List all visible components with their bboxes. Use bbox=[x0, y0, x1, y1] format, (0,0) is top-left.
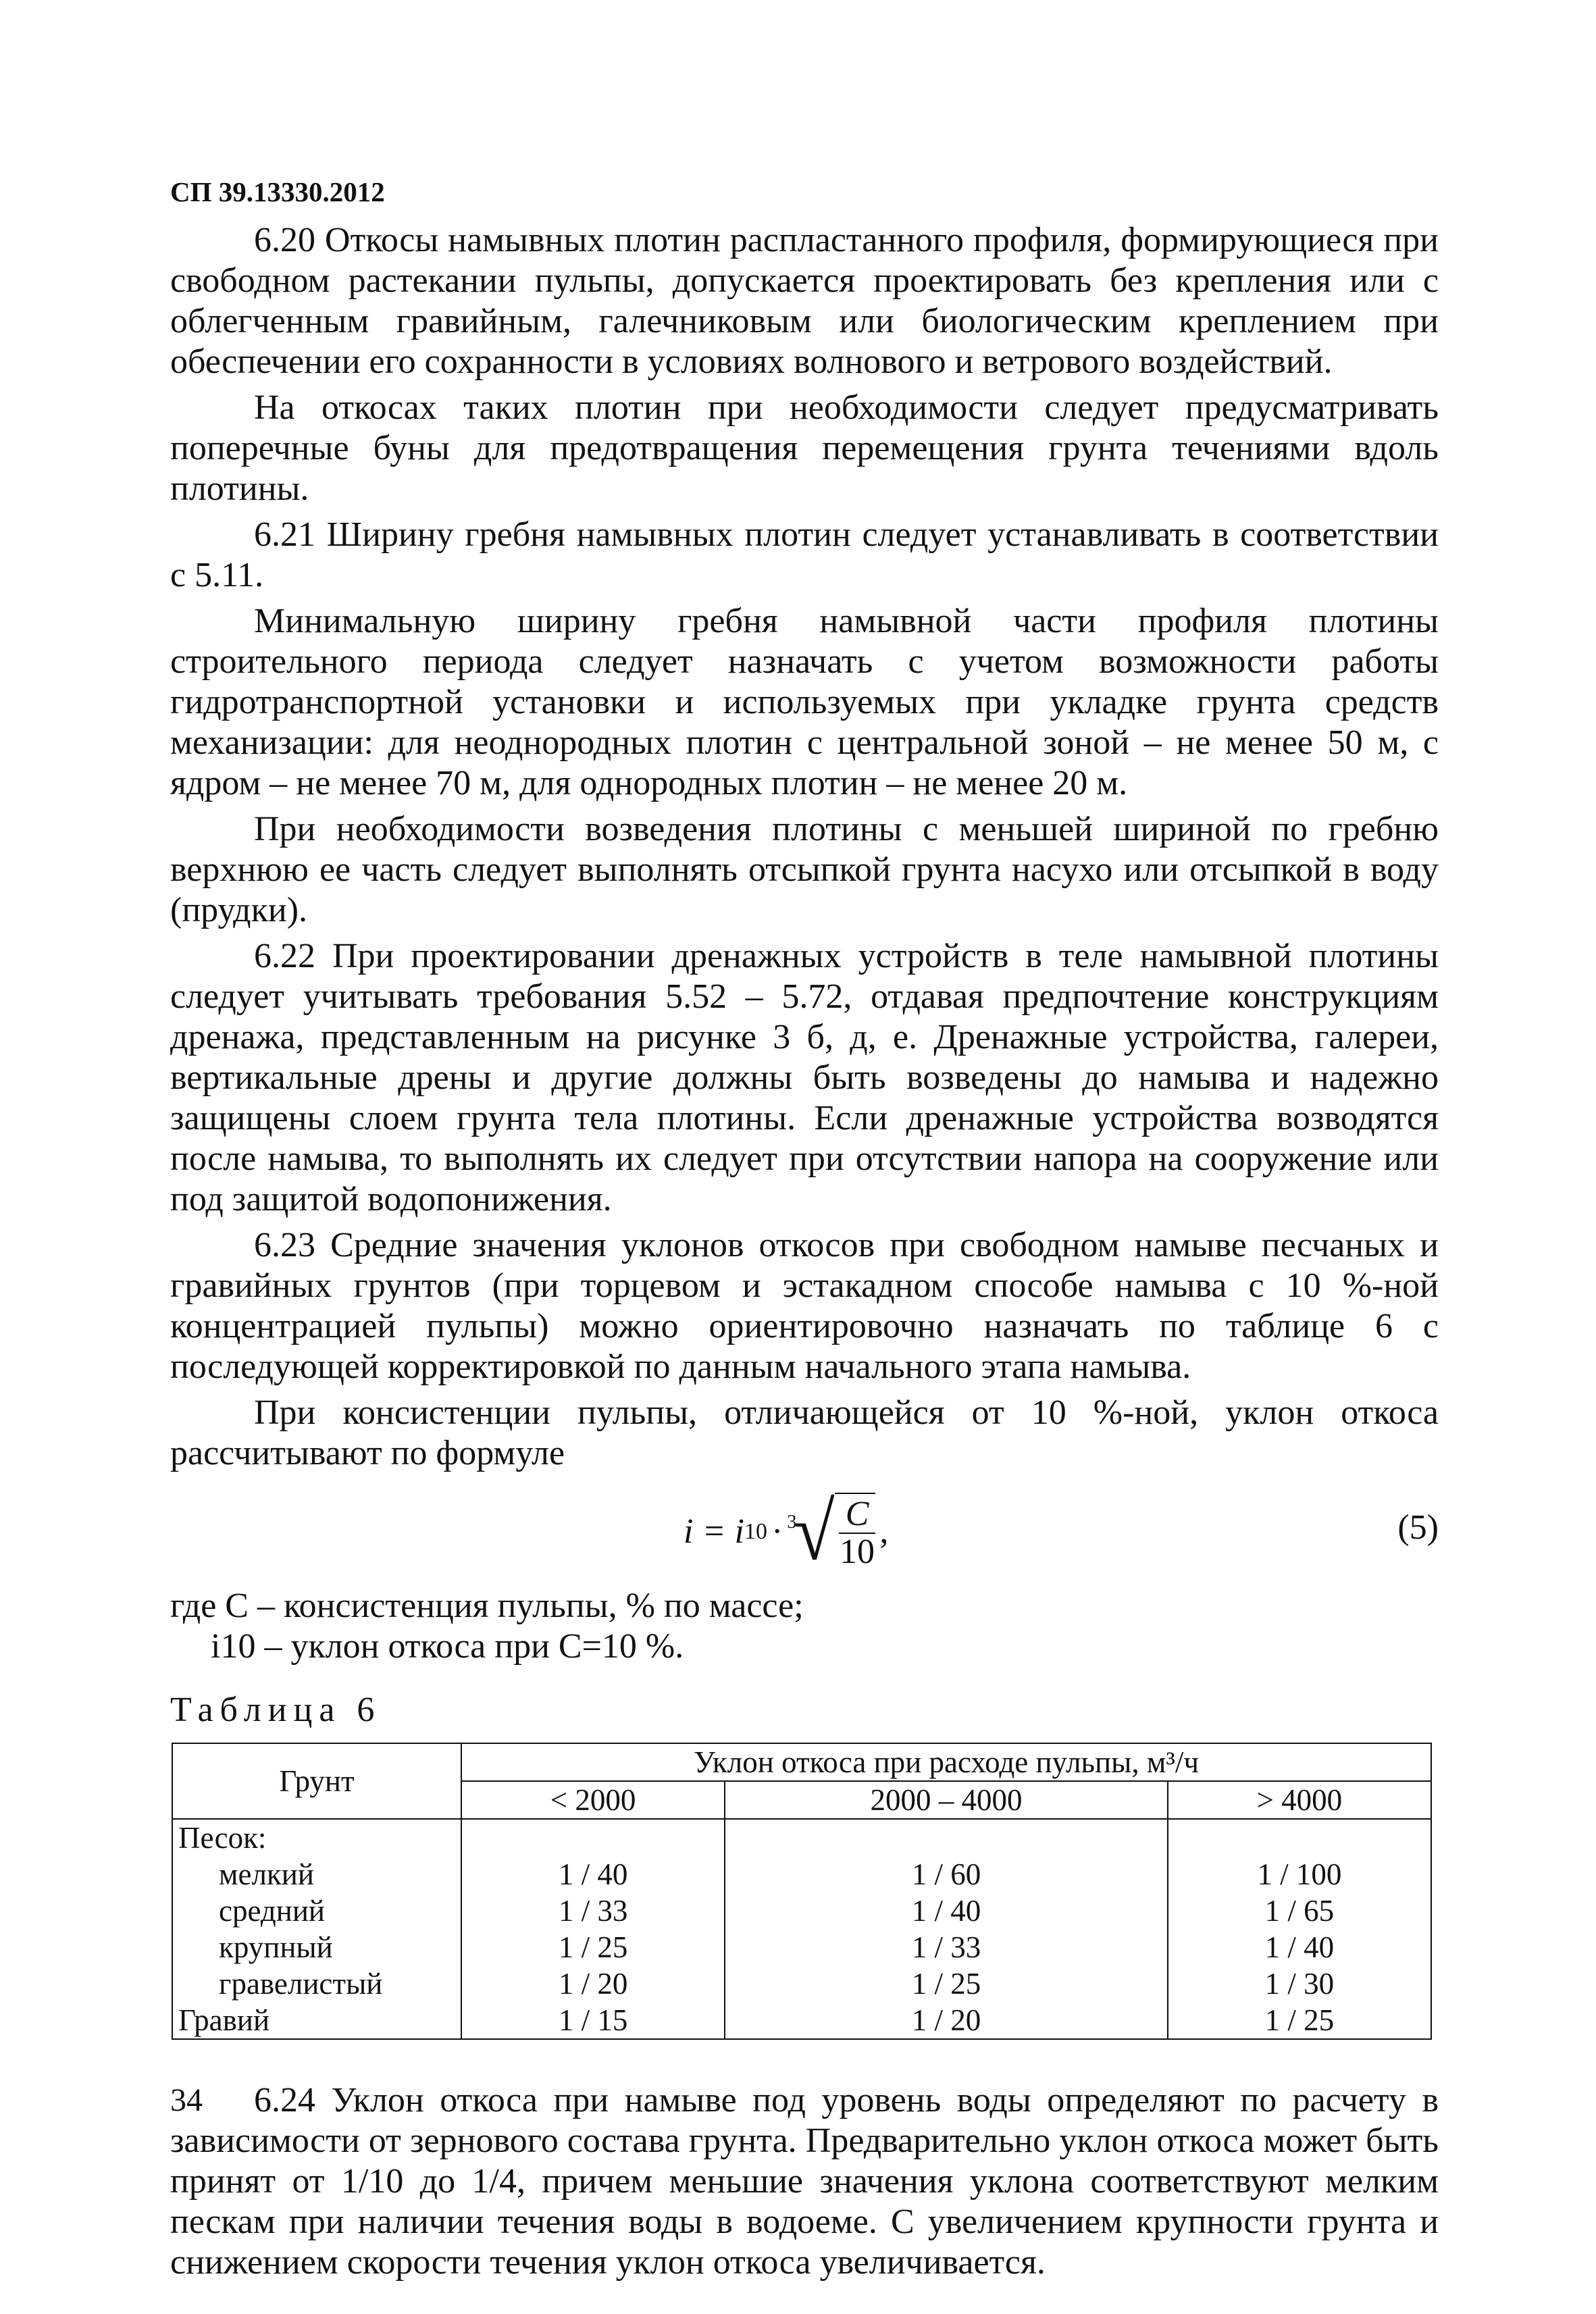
formula-lhs: i = i bbox=[684, 1512, 744, 1551]
formula-5 bbox=[170, 1481, 1439, 1582]
table-cell: 1 / 40 bbox=[558, 1857, 628, 1891]
table-cell: 1 / 100 bbox=[1257, 1857, 1342, 1891]
paragraph-buny: На откосах таких плотин при необходимости следует предусматривать поперечные буны для предотвращения перемещения грунта течениями вдоль плотины. bbox=[170, 388, 1439, 508]
header-ground: Грунт bbox=[172, 1743, 461, 1819]
paragraph-min-width: Минимальную ширину гребня намывной части профиля плотины строительного периода следует назначать с учетом возможности работы гидротранспортной установки и используемых при укладке грунта средств механизации: для неоднородных плотин с центральной зоной – не менее 50 м, с ядром – не менее 70 м, для однородных плотин – не менее 20 м. bbox=[170, 602, 1439, 802]
table-cell: 1 / 25 bbox=[911, 1967, 981, 2001]
table-cell: 1 / 20 bbox=[911, 2003, 981, 2037]
cube-root bbox=[787, 1486, 875, 1577]
table-cell: 1 / 33 bbox=[558, 1894, 628, 1928]
radical-body bbox=[835, 1493, 876, 1570]
paragraph-6-24: 6.24 Уклон откоса при намыве под уровень воды определяют по расчету в зависимости от зернового состава грунта. Предварительно уклон откоса может быть принят от 1/10 до 1/4, причем меньшие значения уклона соответствуют мелким пескам при наличии течения воды в водоеме. С увеличением крупности грунта и снижением скорости течения уклон откоса увеличивается. bbox=[170, 2081, 1439, 2282]
paragraph-narrow-crest: При необходимости возведения плотины с меньшей шириной по гребню верхнюю ее часть следует выполнять отсыпкой грунта насухо или отсыпкой в воду (прудки). bbox=[170, 810, 1439, 929]
table-body-row bbox=[172, 1819, 1431, 2039]
table-cell: 1 / 60 bbox=[911, 1857, 981, 1891]
where-line-i10: i10 – уклон откоса при C=10 %. bbox=[211, 1627, 684, 1666]
table-cell: 1 / 25 bbox=[1264, 2003, 1335, 2037]
fraction-denominator: 10 bbox=[840, 1533, 875, 1571]
document-code-header: СП 39.13330.2012 bbox=[170, 176, 385, 207]
row-name: Гравий bbox=[178, 2003, 270, 2037]
paragraph-6-20: 6.20 Откосы намывных плотин распластанного профиля, формирующиеся при свободном растекании пульпы, допускается проектировать без крепления или с облегченным гравийным, галечниковым или биологическим креплением при обеспечении его сохранности в условиях волнового и ветрового воздействий. bbox=[170, 221, 1439, 381]
header-col-2: 2000 – 4000 bbox=[725, 1781, 1168, 1819]
header-col-1: < 2000 bbox=[461, 1781, 725, 1819]
fraction bbox=[839, 1496, 876, 1570]
formula-number: (5) bbox=[1397, 1508, 1439, 1547]
paragraph-consistency: При консистенции пульпы, отличающейся от 10 %-ной, уклон откоса рассчитывают по формуле bbox=[170, 1393, 1439, 1472]
table-cell: 1 / 40 bbox=[911, 1894, 981, 1928]
row-name: крупный bbox=[219, 1930, 333, 1964]
formula-lhs-subscript: 10 bbox=[744, 1518, 767, 1544]
document-page bbox=[170, 149, 1439, 2288]
fraction-numerator: C bbox=[839, 1496, 876, 1534]
group-label-sand: Песок: bbox=[178, 1821, 267, 1855]
slope-table bbox=[172, 1743, 1432, 2040]
where-line-c: где C – консистенция пульпы, % по массе; bbox=[170, 1587, 804, 1625]
formula-dot: · bbox=[771, 1512, 783, 1551]
values-col-2 bbox=[725, 1819, 1168, 2039]
page-number: 34 bbox=[170, 2082, 203, 2118]
table-cell: 1 / 20 bbox=[558, 1967, 628, 2001]
values-col-3 bbox=[1168, 1819, 1431, 2039]
table-cell: 1 / 40 bbox=[1264, 1930, 1335, 1964]
ground-names-cell bbox=[172, 1819, 461, 2039]
paragraph-6-22: 6.22 При проектировании дренажных устройств в теле намывной плотины следует учитывать требования 5.52 – 5.72, отдавая предпочтение конструкциям дренажа, представленным на рисунке 3 б, д, е. Дренажные устройства, галереи, вертикальные дрены и другие должны быть возведены до намыва и надежно защищены слоем грунта тела плотины. Если дренажные устройства возводятся после намыва, то выполнять их следует при отсутствии напора на сооружение или под защитой водопонижения. bbox=[170, 937, 1439, 1218]
values-col-1 bbox=[461, 1819, 725, 2039]
row-name: средний bbox=[219, 1894, 325, 1928]
row-name: мелкий bbox=[219, 1857, 314, 1891]
paragraph-6-21: 6.21 Ширину гребня намывных плотин следует устанавливать в соответствии с 5.11. bbox=[170, 515, 1439, 594]
table-header-row bbox=[172, 1743, 1431, 1781]
row-name: гравелистый bbox=[219, 1967, 383, 2001]
paragraph-6-23: 6.23 Средние значения уклонов откосов при свободном намыве песчаных и гравийных грунтов (при торцевом и эстакадном способе намыва с 10 %-ной концентрацией пульпы) можно ориентировочно назначать по таблице 6 с последующей корректировкой по данным начального этапа намыва. bbox=[170, 1226, 1439, 1386]
formula-expression bbox=[684, 1486, 889, 1577]
table-cell: 1 / 65 bbox=[1264, 1894, 1335, 1928]
table-title: Таблица 6 bbox=[170, 1691, 382, 1729]
header-group: Уклон откоса при расходе пульпы, м³/ч bbox=[461, 1743, 1431, 1781]
table-cell: 1 / 25 bbox=[558, 1930, 628, 1964]
radical-sign-icon: √ bbox=[794, 1486, 835, 1577]
header-col-3: > 4000 bbox=[1168, 1781, 1431, 1819]
root-index: 3 bbox=[787, 1511, 797, 1533]
formula-comma: , bbox=[879, 1512, 889, 1551]
table-cell: 1 / 15 bbox=[558, 2003, 628, 2037]
table-cell: 1 / 30 bbox=[1264, 1967, 1335, 2001]
table-cell: 1 / 33 bbox=[911, 1930, 981, 1964]
